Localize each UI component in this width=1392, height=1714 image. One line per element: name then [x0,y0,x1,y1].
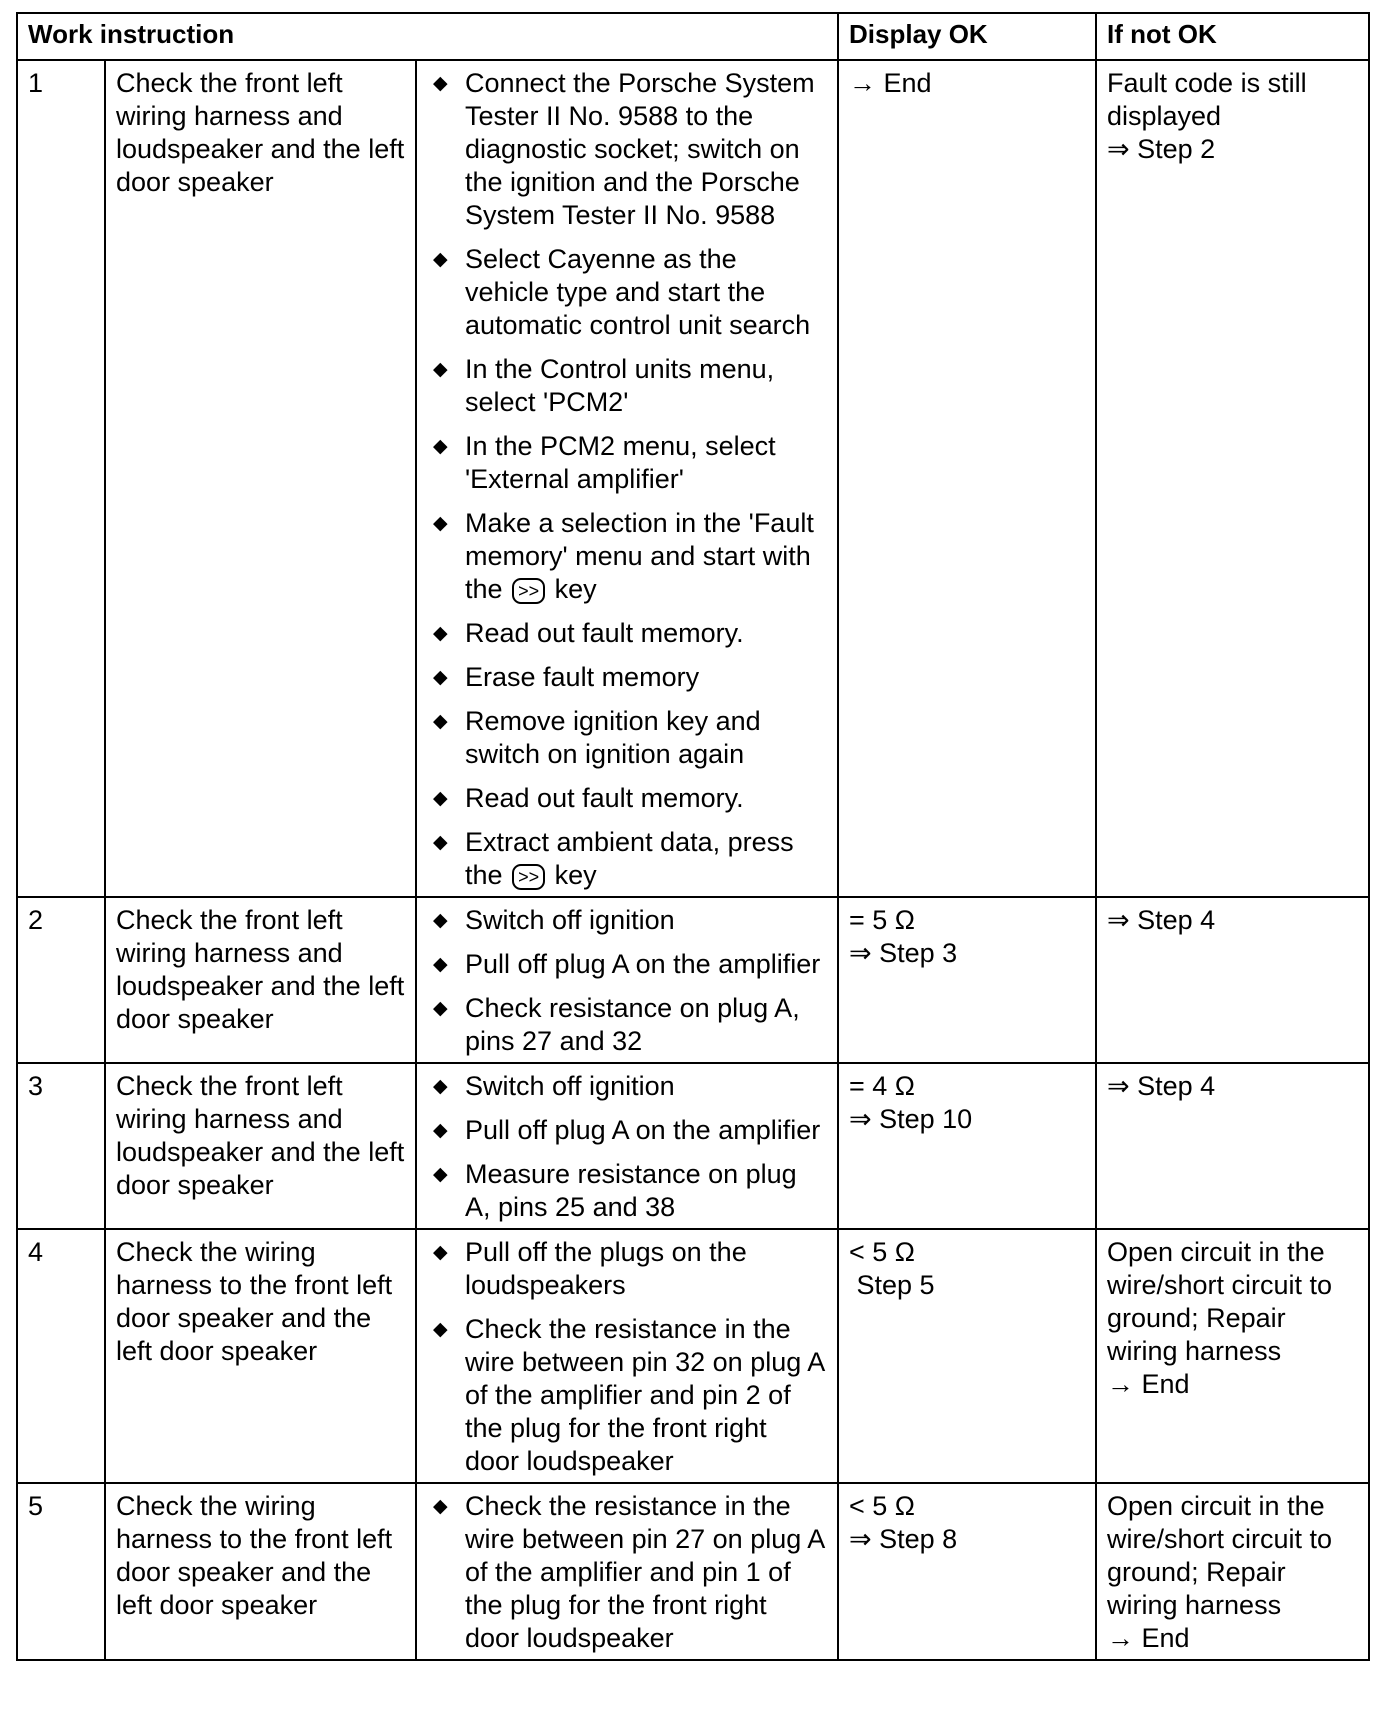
if-not-ok-cell [1096,1229,1369,1483]
step-text: Check resistance on plug A, pins 27 and 32 [465,993,800,1056]
if-not-ok-text: Open circuit in the wire/short circuit to ground; Repair wiring harness [1107,1491,1333,1620]
step-text: Make a selection in the 'Fault memory' menu and start with the [465,508,814,604]
display-ok-text: → End [849,68,932,98]
step-text: In the Control units menu, select 'PCM2' [465,354,775,417]
instruction-steps [416,1063,838,1229]
list-item [427,904,827,937]
work-instruction-table [16,12,1370,1661]
diamond-bullet-icon: ◆ [433,436,448,457]
instruction-steps [416,1483,838,1660]
display-ok-text: ⇒ Step 8 [849,1524,958,1554]
step-text-after: key [554,860,597,890]
diamond-bullet-icon: ◆ [433,998,448,1019]
display-ok-cell [838,897,1096,1063]
list-item [427,1236,827,1302]
list-item [427,430,827,496]
check-description: Check the wiring harness to the front left door speaker and the left door speaker [105,1483,416,1660]
table-row [17,1063,1369,1229]
step-text: Remove ignition key and switch on ignition again [465,706,761,769]
step-text: Switch off ignition [465,905,675,935]
if-not-ok-cell [1096,1063,1369,1229]
if-not-ok-text: ⇒ Step 4 [1107,905,1216,935]
diamond-bullet-icon: ◆ [433,1496,448,1517]
step-text: Read out fault memory. [465,783,744,813]
step-list [427,67,827,892]
diamond-bullet-icon: ◆ [433,1242,448,1263]
table-row [17,897,1369,1063]
step-number: 2 [17,897,105,1063]
diamond-bullet-icon: ◆ [433,1076,448,1097]
if-not-ok-text: ⇒ Step 2 [1107,134,1216,164]
forward-key-icon: >> [512,864,545,890]
step-list [427,1070,827,1224]
step-list [427,1490,827,1655]
step-text-after: key [554,574,597,604]
step-number: 4 [17,1229,105,1483]
list-item [427,661,827,694]
diamond-bullet-icon: ◆ [433,623,448,644]
diamond-bullet-icon: ◆ [433,910,448,931]
step-text: Check the resistance in the wire between pin 32 on plug A of the amplifier and pin 2 of the plug for the front right door loudspeaker [465,1314,824,1476]
list-item [427,243,827,342]
list-item [427,67,827,232]
step-text: Switch off ignition [465,1071,675,1101]
display-ok-cell [838,1483,1096,1660]
if-not-ok-cell [1096,1483,1369,1660]
if-not-ok-text: ⇒ Step 4 [1107,1071,1216,1101]
list-item [427,507,827,606]
diamond-bullet-icon: ◆ [433,954,448,975]
list-item [427,1070,827,1103]
list-item [427,782,827,815]
step-number: 5 [17,1483,105,1660]
list-item [427,1490,827,1655]
step-text: Erase fault memory [465,662,700,692]
header-work-instruction: Work instruction [17,13,838,60]
step-list [427,904,827,1058]
diamond-bullet-icon: ◆ [433,788,448,809]
diamond-bullet-icon: ◆ [433,1120,448,1141]
list-item [427,617,827,650]
instruction-steps [416,897,838,1063]
step-text: Read out fault memory. [465,618,744,648]
diamond-bullet-icon: ◆ [433,711,448,732]
display-ok-text: = 5 Ω [849,905,915,935]
display-ok-cell [838,1063,1096,1229]
diamond-bullet-icon: ◆ [433,667,448,688]
display-ok-text: < 5 Ω [849,1237,915,1267]
display-ok-text: Step 5 [849,1270,935,1300]
if-not-ok-cell [1096,60,1369,897]
diamond-bullet-icon: ◆ [433,249,448,270]
diamond-bullet-icon: ◆ [433,1319,448,1340]
list-item [427,1158,827,1224]
diamond-bullet-icon: ◆ [433,1164,448,1185]
step-text: Pull off the plugs on the loudspeakers [465,1237,747,1300]
check-description: Check the wiring harness to the front left door speaker and the left door speaker [105,1229,416,1483]
step-text: Measure resistance on plug A, pins 25 and 38 [465,1159,797,1222]
list-item [427,992,827,1058]
if-not-ok-text: → End [1107,1369,1190,1399]
if-not-ok-text: Open circuit in the wire/short circuit to ground; Repair wiring harness [1107,1237,1333,1366]
step-text: Select Cayenne as the vehicle type and start the automatic control unit search [465,244,811,340]
check-description: Check the front left wiring harness and loudspeaker and the left door speaker [105,60,416,897]
list-item [427,1313,827,1478]
list-item [427,353,827,419]
step-text: Connect the Porsche System Tester II No. 9588 to the diagnostic socket; switch on the ignition and the Porsche System Tester II No. 9588 [465,68,815,230]
header-display-ok: Display OK [838,13,1096,60]
list-item [427,826,827,892]
check-description: Check the front left wiring harness and loudspeaker and the left door speaker [105,897,416,1063]
instruction-steps [416,60,838,897]
display-ok-text: = 4 Ω [849,1071,915,1101]
step-text: Pull off plug A on the amplifier [465,1115,821,1145]
diamond-bullet-icon: ◆ [433,359,448,380]
if-not-ok-text: Fault code is still displayed [1107,68,1307,131]
table-row [17,60,1369,897]
step-text: In the PCM2 menu, select 'External amplifier' [465,431,776,494]
instruction-steps [416,1229,838,1483]
step-text: Check the resistance in the wire between pin 27 on plug A of the amplifier and pin 1 of the plug for the front right door loudspeaker [465,1491,824,1653]
step-number: 3 [17,1063,105,1229]
display-ok-cell [838,1229,1096,1483]
display-ok-cell [838,60,1096,897]
header-if-not-ok: If not OK [1096,13,1369,60]
list-item [427,705,827,771]
list-item [427,948,827,981]
check-description: Check the front left wiring harness and loudspeaker and the left door speaker [105,1063,416,1229]
display-ok-text: < 5 Ω [849,1491,915,1521]
step-text: Pull off plug A on the amplifier [465,949,821,979]
step-number: 1 [17,60,105,897]
diamond-bullet-icon: ◆ [433,832,448,853]
step-text: Extract ambient data, press the [465,827,794,890]
table-row [17,1483,1369,1660]
step-list [427,1236,827,1478]
display-ok-text: ⇒ Step 3 [849,938,958,968]
list-item [427,1114,827,1147]
display-ok-text: ⇒ Step 10 [849,1104,973,1134]
if-not-ok-text: → End [1107,1623,1190,1653]
diamond-bullet-icon: ◆ [433,73,448,94]
diamond-bullet-icon: ◆ [433,513,448,534]
table-row [17,1229,1369,1483]
header-row [17,13,1369,60]
forward-key-icon: >> [512,578,545,604]
if-not-ok-cell [1096,897,1369,1063]
